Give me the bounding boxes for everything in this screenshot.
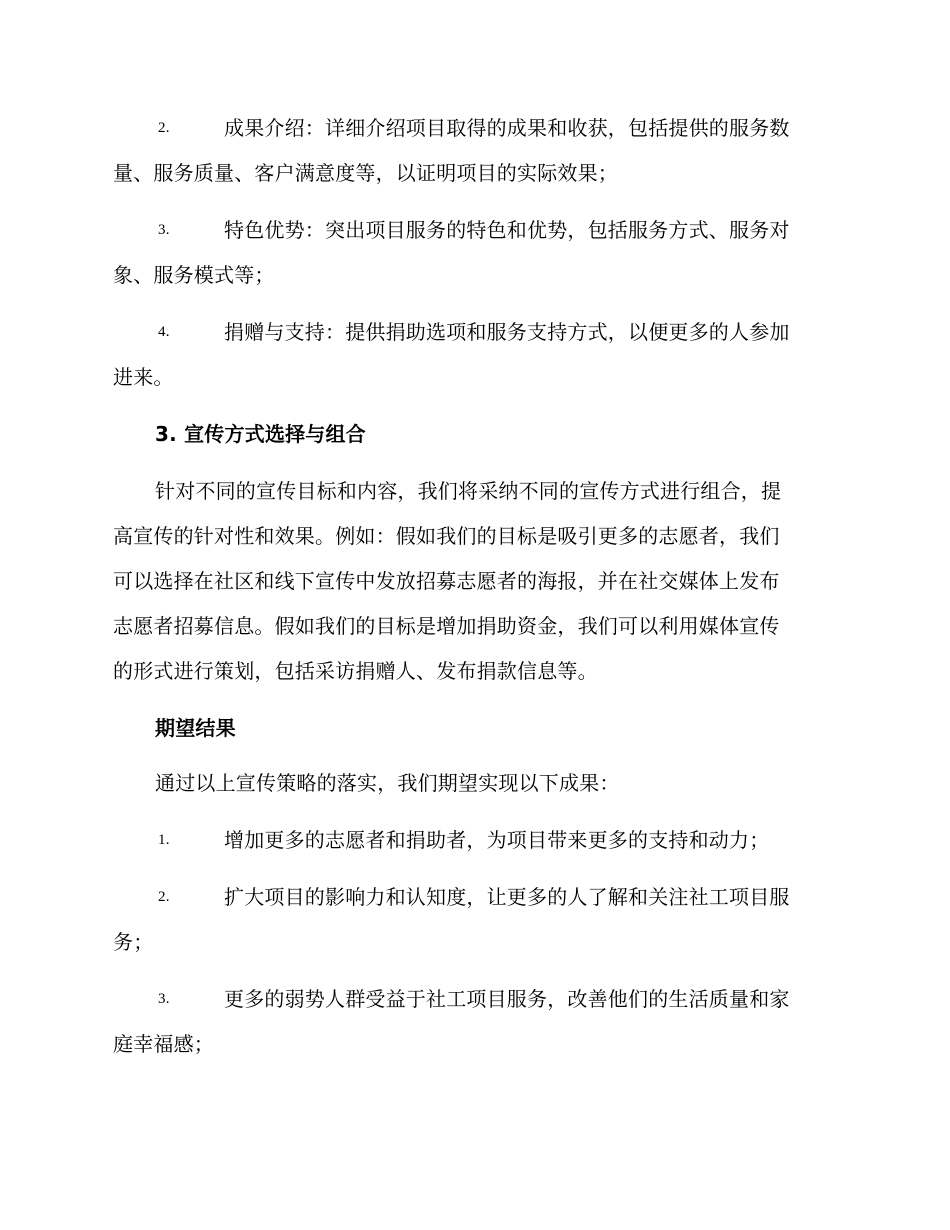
section-heading-text: 期望结果: [155, 716, 236, 740]
list-item-continuation: [113, 355, 833, 400]
list-item: [113, 106, 833, 151]
paragraph-text: 通过以上宣传策略的落实，我们期望实现以下成果：: [155, 771, 620, 795]
list-item-text: 成果介绍：详细介绍项目取得的成果和收获，包括提供的服务数: [224, 116, 790, 140]
list-item-text: 特色优势：突出项目服务的特色和优势，包括服务方式、服务对: [224, 218, 790, 242]
paragraph-line: [113, 604, 833, 649]
paragraph-line: [113, 514, 833, 559]
list-item-number: 4.: [158, 324, 170, 340]
paragraph-line: [113, 469, 833, 514]
document-page: [113, 106, 833, 1067]
list-item: [113, 310, 833, 355]
paragraph-line: [113, 761, 833, 806]
paragraph-text: 志愿者招募信息。假如我们的目标是增加捐助资金，我们可以利用媒体宣传: [113, 614, 780, 638]
list-item-text: 扩大项目的影响力和认知度，让更多的人了解和关注社工项目服: [224, 885, 790, 909]
list-item-text: 庭幸福感；: [113, 1032, 214, 1056]
list-item-number: 2.: [158, 889, 170, 905]
list-item: [113, 977, 833, 1022]
list-item-number: 3.: [158, 991, 170, 1007]
section-heading: [113, 706, 833, 751]
section-heading-text: 3. 宣传方式选择与组合: [155, 422, 366, 446]
list-item: [113, 875, 833, 920]
paragraph-line: [113, 649, 833, 694]
list-item-text: 捐赠与支持：提供捐助选项和服务支持方式，以便更多的人参加: [224, 320, 790, 344]
list-item-text: 象、服务模式等；: [113, 263, 275, 287]
list-item-number: 1.: [158, 832, 170, 848]
list-item-number: 3.: [158, 222, 170, 238]
list-item-continuation: [113, 253, 833, 298]
section-heading: [113, 412, 833, 457]
paragraph-line: [113, 559, 833, 604]
list-item-text: 务；: [113, 930, 154, 954]
paragraph-text: 可以选择在社区和线下宣传中发放招募志愿者的海报，并在社交媒体上发布: [113, 569, 780, 593]
list-item-text: 更多的弱势人群受益于社工项目服务，改善他们的生活质量和家: [224, 987, 790, 1011]
list-item-text: 进来。: [113, 365, 174, 389]
list-item-continuation: [113, 920, 833, 965]
list-item-text: 量、服务质量、客户满意度等，以证明项目的实际效果；: [113, 161, 618, 185]
section-paragraph: [113, 469, 833, 694]
list-item-continuation: [113, 1022, 833, 1067]
paragraph-text: 针对不同的宣传目标和内容，我们将采纳不同的宣传方式进行组合，提: [155, 479, 782, 503]
list-item-number: 2.: [158, 120, 170, 136]
paragraph-text: 的形式进行策划，包括采访捐赠人、发布捐款信息等。: [113, 659, 598, 683]
list-item: [113, 208, 833, 253]
paragraph-text: 高宣传的针对性和效果。例如：假如我们的目标是吸引更多的志愿者，我们: [113, 524, 780, 548]
list-item: [113, 818, 833, 863]
list-item-continuation: [113, 151, 833, 196]
list-item-text: 增加更多的志愿者和捐助者，为项目带来更多的支持和动力；: [224, 828, 770, 852]
